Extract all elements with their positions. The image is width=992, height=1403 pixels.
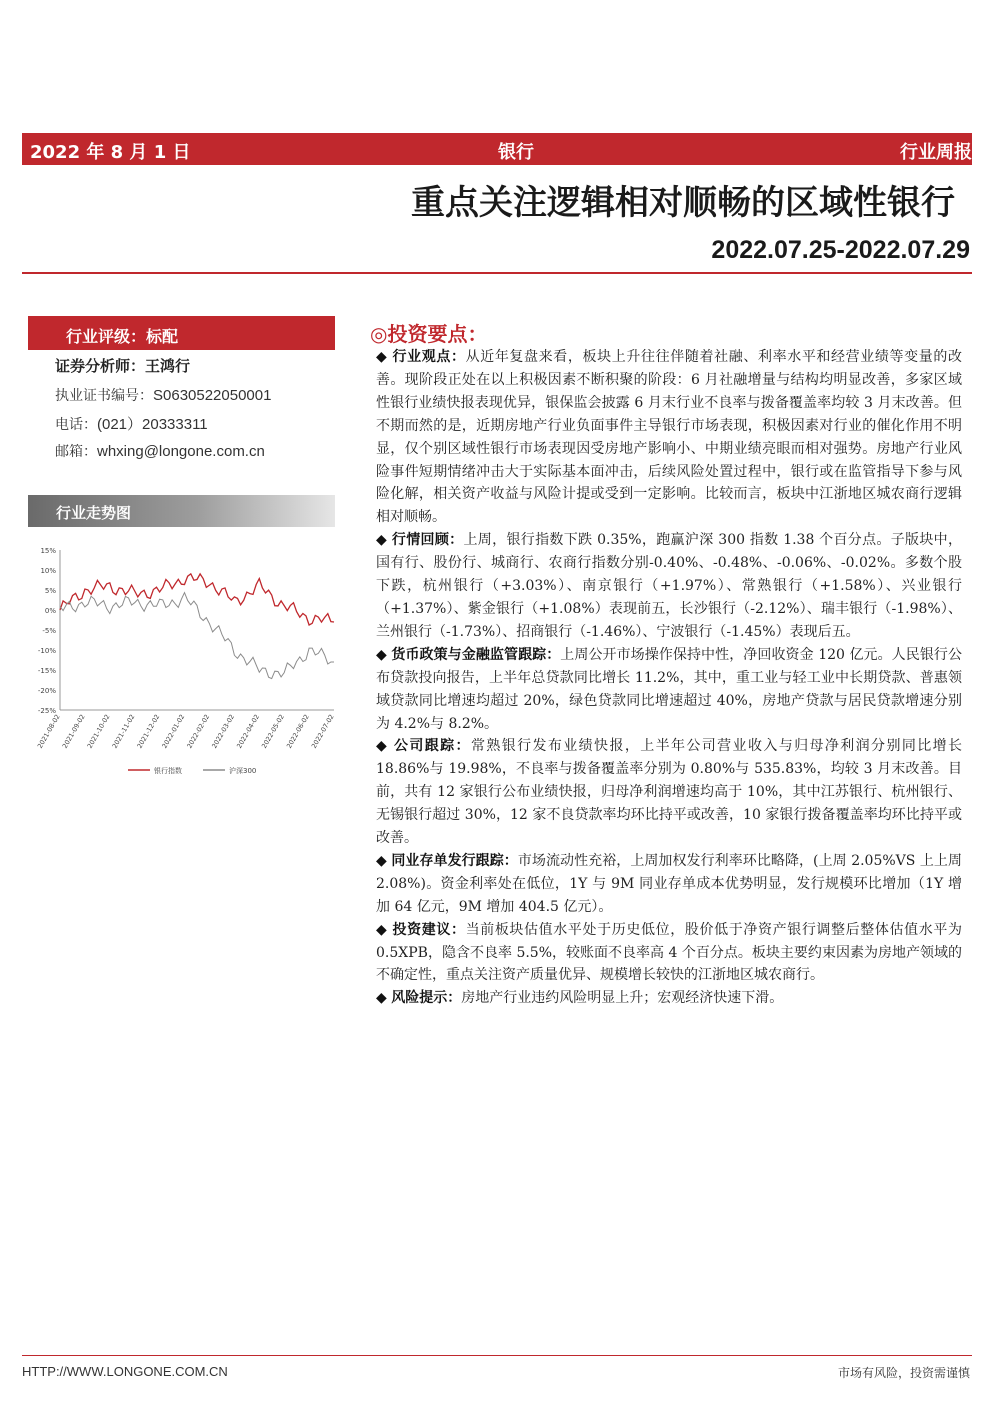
footer-divider: [22, 1355, 972, 1356]
y-tick-label: 5%: [44, 587, 56, 595]
x-tick-label: 2021-10-02: [85, 713, 112, 750]
point-label: 投资建议：: [392, 921, 466, 938]
phone-value: (021）20333311: [97, 416, 208, 433]
point-label: 货币政策与金融监管跟踪：: [391, 646, 561, 663]
y-tick-label: 0%: [44, 607, 56, 615]
x-tick-label: 2022-01-02: [160, 713, 187, 750]
point-item: ◆ 同业存单发行跟踪：市场流动性充裕，上周加权发行利率环比略降，(上周 2.05%VS 上上周 2.08%)。资金利率处在低位，1Y 与 9M 同业存单成本优势明显，发行规模环比增加（1Y 增加 64 亿元，9M 增加 404.5 亿元）。: [376, 852, 962, 915]
point-text: 房地产行业违约风险明显上升；宏观经济快速下滑。: [461, 990, 784, 1007]
email-line: [55, 441, 265, 461]
point-label: 公司跟踪：: [394, 738, 471, 755]
investment-points: [376, 346, 962, 1010]
license-line: [55, 385, 271, 405]
point-item: ◆ 投资建议：当前板块估值水平处于历史低位，股价低于净资产银行调整后整体估值水平为 0.5XPB，隐含不良率 5.5%，较账面不良率高 4 个百分点。板块主要约束因素为房地产领域的不确定性，重点关注资产质量优异、规模增长较快的江浙地区城农商行。: [376, 921, 963, 984]
series-line-1: [60, 574, 334, 625]
y-tick-label: 10%: [40, 567, 56, 575]
point-label: 行业观点：: [392, 349, 466, 365]
email-label: 邮箱：: [55, 444, 97, 460]
rating-bar: [28, 316, 335, 350]
x-tick-label: 2021-09-02: [60, 713, 87, 750]
point-text: 上周，银行指数下跌 0.35%，跑赢沪深 300 指数 1.38 个百分点。子版块中，国有行、股份行、城商行、农商行指数分别-0.40%、-0.48%、-0.06%、-0.02%。多数个股下跌，杭州银行（+3.03%）、南京银行（+1.97%）、常熟银行（+1.58%）、兴业银行（+1.37%）、紫金银行（+1.08%）表现前五，长沙银行（-2.12%）、瑞丰银行（-1.98%）、兰州银行（-1.73%）、招商银行（-1.46%）、宁波银行（-1.45%）表现后五。: [376, 532, 963, 640]
x-tick-label: 2022-06-02: [285, 713, 311, 750]
phone-label: 电话：: [55, 417, 97, 433]
y-tick-label: 15%: [40, 547, 56, 555]
point-text: 上周公开市场操作保持中性，净回收资金 120 亿元。人民银行公布贷款投向报告，上半年总贷款同比增长 11.2%，其中，重工业与轻工业中长期贷款、普惠领域贷款同比增速均超过 20%，绿色贷款同比增速超过 40%，房地产贷款与居民贷款增速分别为 4.2%与 8.2%。: [376, 646, 962, 732]
point-text: 从近年复盘来看，板块上升往往伴随着社融、利率水平和经营业绩等变量的改善。现阶段正处在以上积极因素不断积聚的阶段：6 月社融增量与结构均明显改善，多家区域性银行业绩快报表现优异，银保监会披露 6 月末行业不良率与拨备覆盖率均较 3 月末改善。但不期而然的是，近期房地产行业负面事件主导银行市场表现，积极因素对行业的催化作用不明显，仅个别区域性银行市场表现因受房地产影响小、中期业绩亮眼而相对强势。房地产行业风险事件短期情绪冲击大于实际基本面冲击，后续风险处置过程中，银行或在监管指导下参与风险化解，相关资产收益与风险计提或受到一定影响。比较而言，板块中江浙地区城农商行逻辑相对顺畅。: [376, 349, 963, 526]
trend-chart-header: [28, 495, 335, 527]
report-sector: 银行: [498, 142, 534, 163]
point-text: 常熟银行发布业绩快报，上半年公司营业收入与归母净利润分别同比增长 18.86%与 19.98%，不良率与拨备覆盖率分别为 0.80%与 535.83%，均较 3 月末改善。目前，共有 12 家银行公布业绩快报，归母净利润增速均高于 10%，其中江苏银行、杭州银行、无锡银行超过 30%，12 家不良贷款率均环比持平或改善，10 家银行拨备覆盖率均环比持平或改善。: [376, 738, 962, 847]
x-tick-label: 2021-08-02: [35, 713, 62, 750]
license-label: 执业证书编号：: [55, 388, 153, 404]
title-divider: [22, 272, 972, 274]
legend-label: 银行指数: [154, 767, 182, 775]
footer-disclaimer: 市场有风险，投资需谨慎: [837, 1366, 970, 1380]
point-item: ◆ 风险提示：房地产行业违约风险明显上升；宏观经济快速下滑。: [376, 990, 784, 1007]
x-tick-label: 2022-03-02: [210, 713, 237, 750]
y-tick-label: -20%: [37, 687, 56, 695]
x-tick-label: 2021-12-02: [135, 713, 162, 750]
point-label: 行情回顾：: [391, 532, 464, 549]
point-label: 风险提示：: [391, 990, 462, 1007]
email-value[interactable]: whxing@longone.com.cn: [97, 443, 265, 460]
report-date: 2022 年 8 月 1 日: [30, 142, 191, 163]
license-value: S0630522050001: [153, 387, 272, 404]
point-item: ◆ 行情回顾：上周，银行指数下跌 0.35%，跑赢沪深 300 指数 1.38 个百分点。子版块中，国有行、股份行、城商行、农商行指数分别-0.40%、-0.48%、-0.06%、-0.02%。多数个股下跌，杭州银行（+3.03%）、南京银行（+1.97%）、常熟银行（+1.58%）、兴业银行（+1.37%）、紫金银行（+1.08%）表现前五，长沙银行（-2.12%）、瑞丰银行（-1.98%）、兰州银行（-1.73%）、招商银行（-1.46%）、宁波银行（-1.45%）表现后五。: [376, 532, 963, 640]
x-tick-label: 2022-04-02: [235, 713, 262, 750]
report-type: 行业周报: [900, 142, 972, 163]
phone-line: [55, 413, 208, 434]
trend-chart-title: 行业走势图: [56, 504, 132, 522]
x-tick-label: 2022-07-02: [309, 713, 336, 750]
rating-label: 行业评级：标配: [66, 327, 179, 346]
date-range: 2022.07.25-2022.07.29: [711, 236, 970, 264]
footer-url[interactable]: HTTP://WWW.LONGONE.COM.CN: [22, 1364, 228, 1379]
series-line-2: [60, 593, 334, 679]
point-text: 当前板块估值水平处于历史低位，股价低于净资产银行调整后整体估值水平为 0.5XPB，隐含不良率 5.5%，较账面不良率高 4 个百分点。板块主要约束因素为房地产领域的不确定性，重点关注资产质量优异、规模增长较快的江浙地区城农商行。: [376, 921, 963, 984]
y-tick-label: -10%: [37, 647, 56, 655]
trend-chart: [28, 540, 340, 785]
point-label: 同业存单发行跟踪：: [391, 852, 518, 869]
y-tick-label: -25%: [37, 707, 56, 715]
y-tick-label: -15%: [37, 667, 56, 675]
y-tick-label: -5%: [42, 627, 56, 635]
point-item: ◆ 货币政策与金融监管跟踪：上周公开市场操作保持中性，净回收资金 120 亿元。人民银行公布贷款投向报告，上半年总贷款同比增长 11.2%，其中，重工业与轻工业中长期贷款、普惠领域贷款同比增速均超过 20%，绿色贷款同比增速超过 40%，房地产贷款与居民贷款增速分别为 4.2%与 8.2%。: [376, 646, 962, 732]
point-item: ◆ 行业观点：从近年复盘来看，板块上升往往伴随着社融、利率水平和经营业绩等变量的改善。现阶段正处在以上积极因素不断积聚的阶段：6 月社融增量与结构均明显改善，多家区域性银行业绩快报表现优异，银保监会披露 6 月末行业不良率与拨备覆盖率均较 3 月末改善。但不期而然的是，近期房地产行业负面事件主导银行市场表现，积极因素对行业的催化作用不明显，仅个别区域性银行市场表现因受房地产影响小、中期业绩亮眼而相对强势。房地产行业风险事件短期情绪冲击大于实际基本面冲击，后续风险处置过程中，银行或在监管指导下参与风险化解，相关资产收益与风险计提或受到一定影响。比较而言，板块中江浙地区城农商行逻辑相对顺畅。: [376, 349, 963, 526]
page-title: 重点关注逻辑相对顺畅的区域性银行: [411, 183, 955, 223]
section-title: ◎投资要点：: [370, 322, 488, 346]
point-text: 市场流动性充裕，上周加权发行利率环比略降，(上周 2.05%VS 上上周 2.08%)。资金利率处在低位，1Y 与 9M 同业存单成本优势明显，发行规模环比增加（1Y 增加 64 亿元，9M 增加 404.5 亿元）。: [376, 852, 962, 915]
analyst-name: 证券分析师：王鸿行: [55, 357, 191, 375]
point-item: ◆ 公司跟踪：常熟银行发布业绩快报，上半年公司营业收入与归母净利润分别同比增长 18.86%与 19.98%，不良率与拨备覆盖率分别为 0.80%与 535.83%，均较 3 月末改善。目前，共有 12 家银行公布业绩快报，归母净利润增速均高于 10%，其中江苏银行、杭州银行、无锡银行超过 30%，12 家不良贷款率均环比持平或改善，10 家银行拨备覆盖率均环比持平或改善。: [376, 738, 962, 847]
legend-label: 沪深300: [229, 767, 257, 775]
header-bar: [22, 133, 972, 165]
x-tick-label: 2022-02-02: [185, 713, 212, 750]
x-tick-label: 2021-11-02: [110, 713, 137, 750]
x-tick-label: 2022-05-02: [260, 713, 286, 750]
